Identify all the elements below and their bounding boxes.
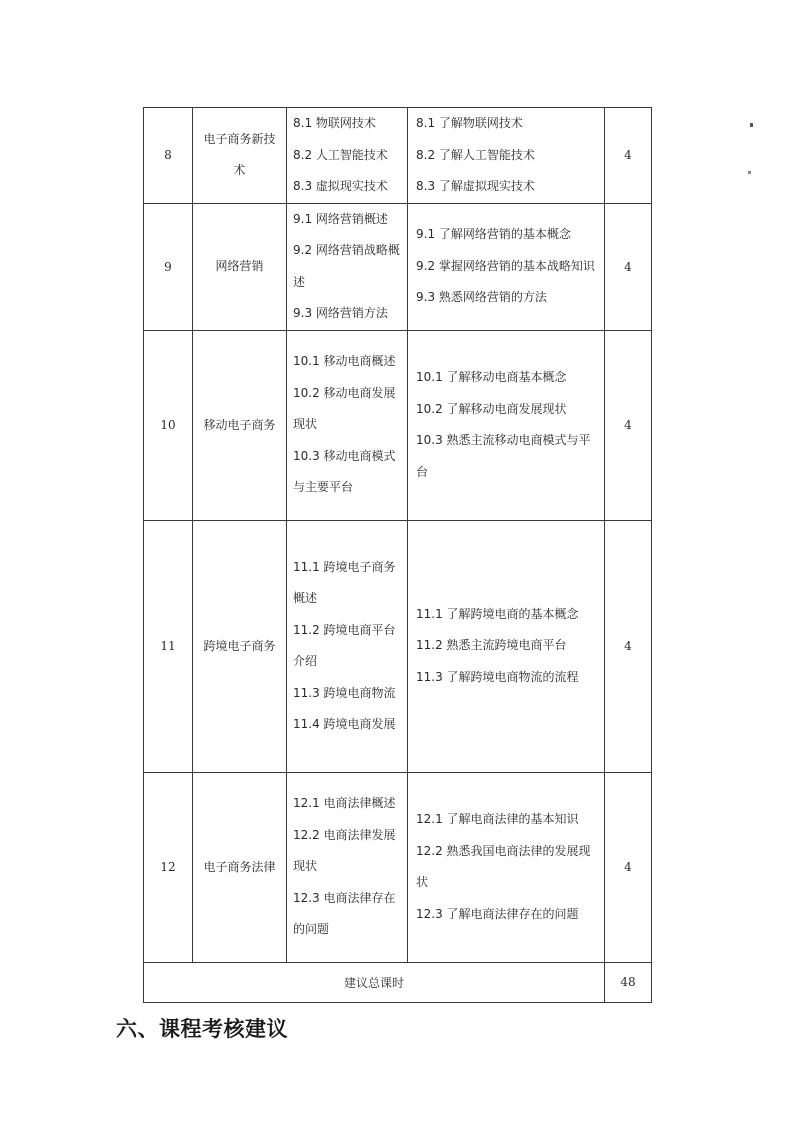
content-item: 10.3 移动电商模式与主要平台 [293,448,396,495]
scan-speck [748,171,751,174]
content-item: 12.2 电商法律发展现状 [293,827,396,874]
goal-item: 9.3 熟悉网络营销的方法 [416,290,547,305]
hours-cell: 4 [605,520,652,772]
content-item: 8.2 人工智能技术 [293,147,388,162]
unit-number: 8 [144,108,193,204]
total-row [144,962,652,1002]
goal-item: 11.3 了解跨境电商物流的流程 [416,669,579,684]
table-row [144,330,652,520]
content-item: 12.3 电商法律存在的问题 [293,890,396,937]
scan-speck [750,123,753,127]
goal-item: 9.2 掌握网络营销的基本战略知识 [416,258,595,273]
content-item: 11.3 跨境电商物流 [293,685,396,700]
goal-item: 11.2 熟悉主流跨境电商平台 [416,638,567,653]
content-item: 12.1 电商法律概述 [293,796,396,811]
content-item: 8.3 虚拟现实技术 [293,179,388,193]
content-item: 11.4 跨境电商发展 [293,717,396,731]
goal-cell [408,520,605,772]
goal-cell [408,772,605,962]
unit-number: 11 [144,520,193,772]
hours-cell: 4 [605,330,652,520]
section-heading: 六、课程考核建议 [116,1017,288,1041]
table-row [144,108,652,204]
goal-item: 8.3 了解虚拟现实技术 [416,179,535,193]
hours-cell: 4 [605,108,652,204]
unit-number: 10 [144,330,193,520]
goal-cell [408,108,605,204]
goal-item: 9.1 了解网络营销的基本概念 [416,227,571,242]
unit-title: 电子商务法律 [193,772,287,962]
content-item: 10.1 移动电商概述 [293,354,396,369]
total-hours: 48 [605,962,652,1002]
unit-number: 9 [144,203,193,330]
table-row [144,203,652,330]
unit-title: 网络营销 [193,203,287,330]
goal-item: 11.1 了解跨境电商的基本概念 [416,606,579,621]
unit-title: 电子商务新技术 [193,108,287,204]
unit-number: 12 [144,772,193,962]
goal-item: 10.2 了解移动电商发展现状 [416,401,567,416]
hours-cell: 4 [605,772,652,962]
content-item: 8.1 物联网技术 [293,116,376,130]
hours-cell: 4 [605,203,652,330]
content-item: 9.1 网络营销概述 [293,211,388,226]
goal-item: 12.2 熟悉我国电商法律的发展现状 [416,843,591,889]
goal-item: 10.1 了解移动电商基本概念 [416,370,567,384]
unit-title: 跨境电子商务 [193,520,287,772]
goal-cell [408,203,605,330]
goal-item: 12.3 了解电商法律存在的问题 [416,906,579,921]
table-row [144,520,652,772]
goal-item: 8.1 了解物联网技术 [416,116,523,130]
goal-item: 12.1 了解电商法律的基本知识 [416,812,579,826]
content-item: 10.2 移动电商发展现状 [293,385,396,432]
content-cell [287,108,408,204]
table-row [144,772,652,962]
unit-title: 移动电子商务 [193,330,287,520]
content-cell [287,330,408,520]
content-item: 11.2 跨境电商平台介绍 [293,622,396,668]
content-cell [287,520,408,772]
content-item: 9.3 网络营销方法 [293,306,388,320]
content-item: 9.2 网络营销战略概述 [293,243,400,289]
content-cell [287,203,408,330]
content-cell [287,772,408,962]
course-schedule-table [143,107,652,1003]
goal-item: 8.2 了解人工智能技术 [416,147,535,162]
content-item: 11.1 跨境电子商务概述 [293,559,396,605]
goal-item: 10.3 熟悉主流移动电商模式与平台 [416,433,591,479]
total-label: 建议总课时 [144,962,605,1002]
goal-cell [408,330,605,520]
